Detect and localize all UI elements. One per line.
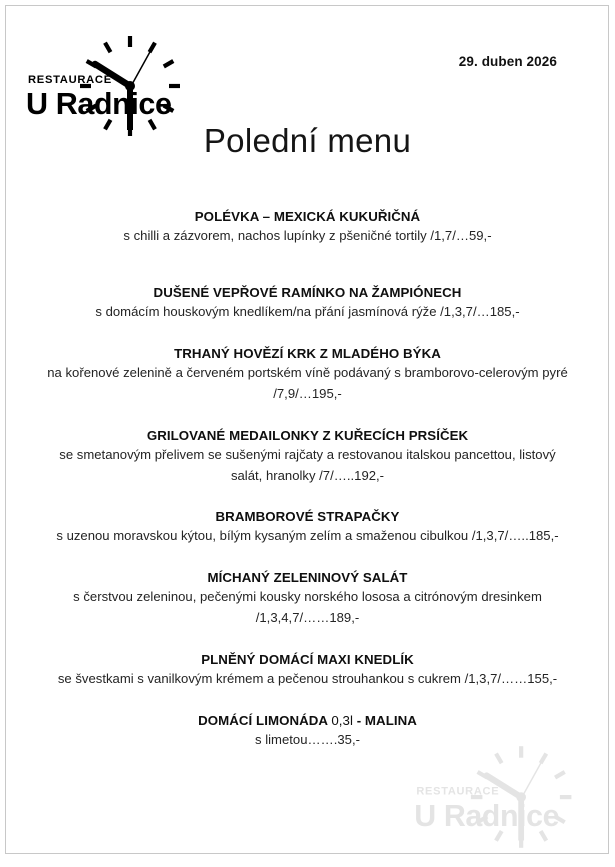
menu-item-description: s uzenou moravskou kýtou, bílým kysaným zelím a smaženou cibulkou /1,3,7/…..185,- bbox=[56, 528, 559, 544]
menu-item-description: se smetanovým přelivem se sušenými rajčaty a restovanou italskou pancettou, listový salát, hranolky /7/…..192,- bbox=[59, 446, 556, 483]
menu-item-description: s čerstvou zeleninou, pečenými kousky norského lososa a citrónovým dresinkem /1,3,4,7/……189,- bbox=[73, 589, 542, 626]
menu-item-name: TRHANÝ HOVĚZÍ KRK Z MLADÉHO BÝKA bbox=[174, 345, 441, 361]
menu-item-name-suffix: - MALINA bbox=[352, 712, 417, 728]
page-header bbox=[0, 0, 615, 165]
menu-item bbox=[45, 344, 570, 405]
watermark-brand-main: U Radnice bbox=[414, 798, 560, 833]
logo-watermark bbox=[406, 742, 586, 852]
menu-item-description: se švestkami s vanilkovým krémem a pečenou strouhankou s cukrem /1,3,7/……155,- bbox=[57, 671, 558, 687]
menu-item bbox=[45, 650, 570, 690]
logo-brand-top: RESTAURACE bbox=[28, 74, 112, 86]
menu-item-name-prefix: DOMÁCÍ LIMONÁDA bbox=[198, 712, 332, 728]
menu-item bbox=[45, 568, 570, 629]
menu-item-description: s chilli a zázvorem, nachos lupínky z pšeničné tortily /1,7/…59,- bbox=[123, 228, 492, 244]
menu-item-description: na kořenové zelenině a červeném portském víně podávaný s bramborovo-celerovým pyré /7,9/…195,- bbox=[47, 365, 568, 401]
menu-item-name: BRAMBOROVÉ STRAPAČKY bbox=[215, 509, 400, 525]
menu-item bbox=[45, 207, 570, 247]
menu-item-description: s limetou…….35,- bbox=[255, 732, 360, 747]
menu-item-description: s domácím houskovým knedlíkem/na přání jasmínová rýže /1,3,7/…185,- bbox=[95, 304, 520, 320]
menu-date: 29. duben 2026 bbox=[458, 54, 557, 69]
menu-item-name: PLNĚNÝ DOMÁCÍ MAXI KNEDLÍK bbox=[201, 651, 414, 667]
logo-brand-main: U Radnice bbox=[26, 87, 172, 121]
menu-item-name bbox=[45, 711, 570, 730]
page-title: Polední menu bbox=[203, 122, 412, 159]
watermark-brand-top: RESTAURACE bbox=[416, 785, 500, 798]
menu-list bbox=[45, 207, 570, 751]
menu-item-name: MÍCHANÝ ZELENINOVÝ SALÁT bbox=[207, 570, 408, 586]
menu-item-name: GRILOVANÉ MEDAILONKY Z KUŘECÍCH PRSÍČEK bbox=[146, 427, 469, 443]
menu-item-name: DUŠENÉ VEPŘOVÉ RAMÍNKO NA ŽAMPIÓNECH bbox=[153, 284, 462, 300]
menu-item-name: POLÉVKA – MEXICKÁ KUKUŘIČNÁ bbox=[194, 209, 421, 224]
menu-item bbox=[45, 507, 570, 547]
menu-item bbox=[45, 426, 570, 487]
menu-item bbox=[45, 283, 570, 323]
menu-item-volume: 0,3l bbox=[331, 712, 353, 728]
